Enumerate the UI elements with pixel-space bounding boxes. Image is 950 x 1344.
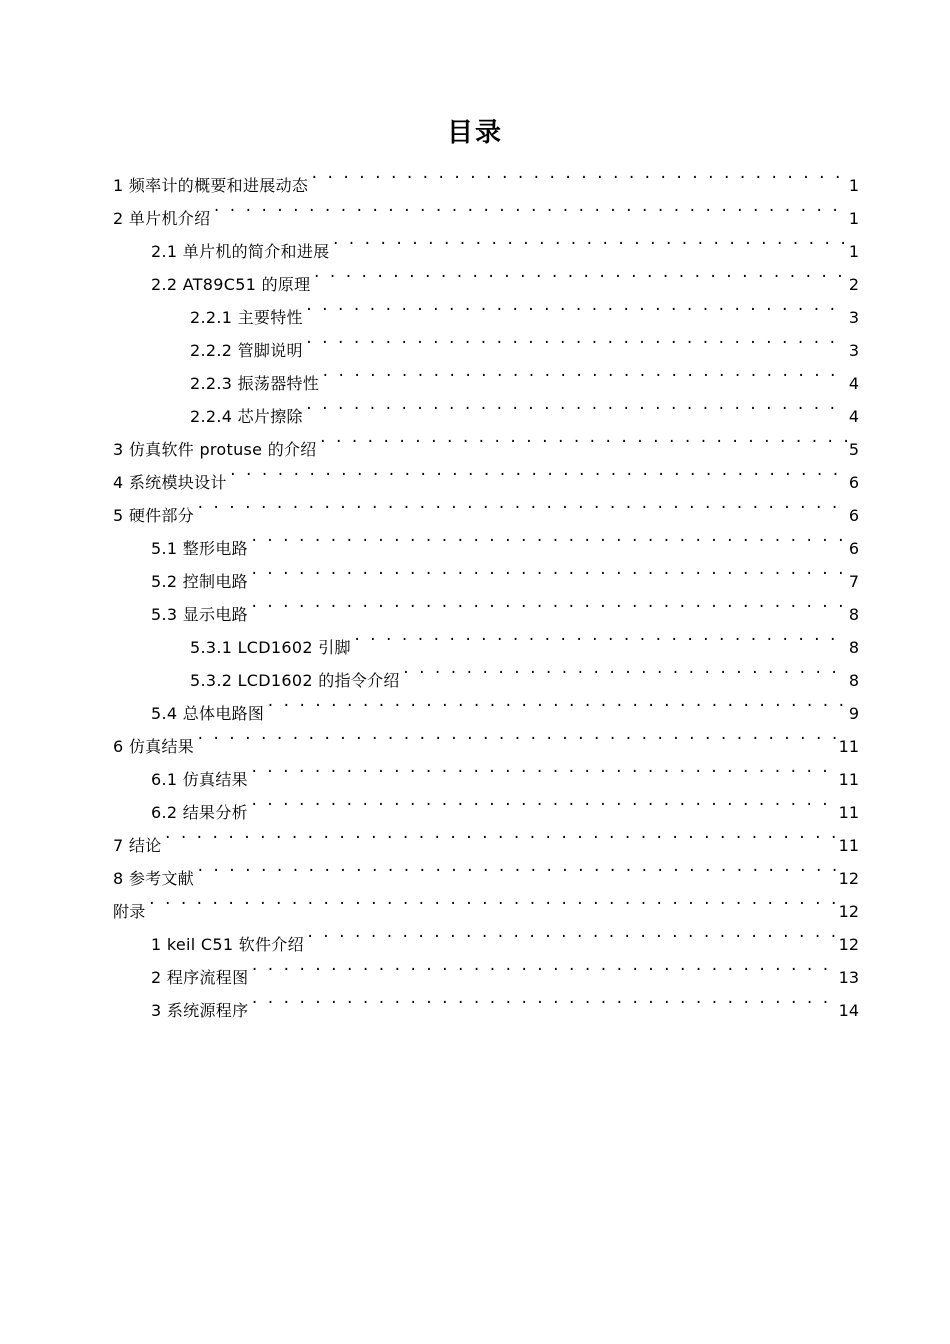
toc-entry-page-number: 11 bbox=[838, 803, 859, 822]
toc-entry-page-number: 12 bbox=[838, 935, 859, 954]
toc-entry-page-number: 11 bbox=[838, 737, 859, 756]
dot-leader bbox=[163, 818, 836, 851]
dot-leader bbox=[306, 917, 837, 950]
dot-leader bbox=[312, 257, 846, 290]
toc-entry-title: 1 keil C51 软件介绍 bbox=[151, 935, 304, 954]
toc-entry-title: 4 系统模块设计 bbox=[113, 473, 227, 492]
toc-entry-title: 5.2 控制电路 bbox=[151, 572, 248, 591]
toc-entry-page-number: 13 bbox=[838, 968, 859, 987]
dot-leader bbox=[402, 653, 847, 686]
toc-entry-title: 2.2.1 主要特性 bbox=[190, 308, 303, 327]
toc-entry-page-number: 8 bbox=[848, 671, 859, 690]
dot-leader bbox=[250, 521, 847, 554]
toc-entry[interactable] bbox=[113, 884, 859, 921]
toc-entry-page-number: 1 bbox=[848, 176, 859, 195]
table-of-contents bbox=[113, 158, 859, 1020]
toc-entry[interactable] bbox=[113, 719, 859, 756]
toc-entry-title: 5.1 整形电路 bbox=[151, 539, 248, 558]
toc-entry-title: 5.3 显示电路 bbox=[151, 605, 248, 624]
dot-leader bbox=[212, 191, 846, 224]
toc-entry-page-number: 8 bbox=[848, 638, 859, 657]
toc-entry-title: 2.2 AT89C51 的原理 bbox=[151, 275, 311, 294]
toc-entry-title: 2.1 单片机的简介和进展 bbox=[151, 242, 330, 261]
dot-leader bbox=[305, 290, 847, 323]
toc-entry-page-number: 11 bbox=[838, 770, 859, 789]
toc-entry-page-number: 12 bbox=[838, 902, 859, 921]
toc-entry-page-number: 14 bbox=[838, 1001, 859, 1020]
toc-entry-title: 6.2 结果分析 bbox=[151, 803, 248, 822]
toc-entry-page-number: 5 bbox=[848, 440, 859, 459]
toc-entry-title: 5 硬件部分 bbox=[113, 506, 195, 525]
toc-entry-page-number: 3 bbox=[848, 308, 859, 327]
dot-leader bbox=[266, 686, 847, 719]
toc-entry-title: 5.4 总体电路图 bbox=[151, 704, 265, 723]
toc-entry-title: 附录 bbox=[113, 902, 146, 921]
dot-leader bbox=[196, 851, 837, 884]
dot-leader bbox=[196, 719, 837, 752]
toc-entry-title: 2.2.3 振荡器特性 bbox=[190, 374, 320, 393]
dot-leader bbox=[305, 389, 847, 422]
toc-entry[interactable] bbox=[113, 488, 859, 525]
dot-leader bbox=[229, 455, 847, 488]
dot-leader bbox=[196, 488, 847, 521]
page-title: 目录 bbox=[446, 118, 503, 148]
dot-leader bbox=[250, 785, 837, 818]
toc-entry-title: 2 单片机介绍 bbox=[113, 209, 211, 228]
toc-entry-page-number: 12 bbox=[838, 869, 859, 888]
dot-leader bbox=[319, 422, 847, 455]
toc-entry-page-number: 6 bbox=[848, 539, 859, 558]
toc-entry-page-number: 4 bbox=[848, 407, 859, 426]
dot-leader bbox=[353, 620, 847, 653]
toc-entry[interactable] bbox=[113, 224, 859, 261]
toc-entry-page-number: 9 bbox=[848, 704, 859, 723]
toc-entry-title: 5.3.2 LCD1602 的指令介绍 bbox=[190, 671, 400, 690]
toc-entry[interactable] bbox=[113, 752, 859, 789]
dot-leader bbox=[250, 587, 847, 620]
dot-leader bbox=[250, 752, 837, 785]
toc-entry-page-number: 6 bbox=[848, 473, 859, 492]
toc-entry-page-number: 1 bbox=[848, 209, 859, 228]
toc-entry[interactable] bbox=[113, 158, 859, 195]
toc-entry-page-number: 4 bbox=[848, 374, 859, 393]
toc-entry[interactable] bbox=[113, 851, 859, 888]
toc-entry-title: 3 系统源程序 bbox=[151, 1001, 249, 1020]
toc-entry-page-number: 11 bbox=[838, 836, 859, 855]
toc-entry-title: 6.1 仿真结果 bbox=[151, 770, 248, 789]
toc-entry-page-number: 3 bbox=[848, 341, 859, 360]
toc-entry-title: 7 结论 bbox=[113, 836, 162, 855]
dot-leader bbox=[250, 554, 847, 587]
toc-entry-title: 2.2.4 芯片擦除 bbox=[190, 407, 303, 426]
toc-entry-title: 2 程序流程图 bbox=[151, 968, 249, 987]
toc-entry-page-number: 6 bbox=[848, 506, 859, 525]
toc-entry-page-number: 8 bbox=[848, 605, 859, 624]
toc-entry-title: 8 参考文献 bbox=[113, 869, 195, 888]
toc-entry-page-number: 1 bbox=[848, 242, 859, 261]
toc-entry-title: 2.2.2 管脚说明 bbox=[190, 341, 303, 360]
toc-entry[interactable] bbox=[113, 917, 859, 954]
toc-entry-title: 5.3.1 LCD1602 引脚 bbox=[190, 638, 351, 657]
toc-entry-page-number: 2 bbox=[848, 275, 859, 294]
dot-leader bbox=[321, 356, 847, 389]
toc-entry[interactable] bbox=[113, 191, 859, 228]
dot-leader bbox=[310, 158, 847, 191]
toc-entry[interactable] bbox=[113, 521, 859, 558]
toc-entry-title: 6 仿真结果 bbox=[113, 737, 195, 756]
dot-leader bbox=[148, 884, 837, 917]
toc-entry[interactable] bbox=[113, 818, 859, 855]
toc-entry-title: 1 频率计的概要和进展动态 bbox=[113, 176, 309, 195]
toc-entry-page-number: 7 bbox=[848, 572, 859, 591]
toc-entry-title: 3 仿真软件 protuse 的介绍 bbox=[113, 440, 317, 459]
dot-leader bbox=[305, 323, 847, 356]
dot-leader bbox=[331, 224, 846, 257]
dot-leader bbox=[250, 950, 836, 983]
dot-leader bbox=[250, 983, 836, 1016]
